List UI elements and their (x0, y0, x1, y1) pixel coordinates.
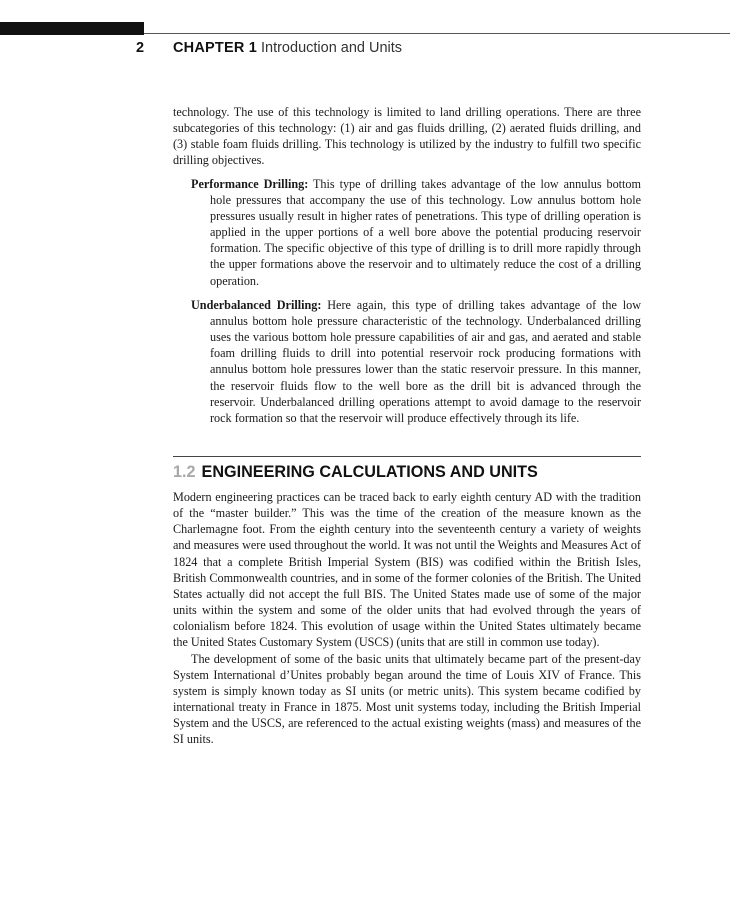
chapter-label: CHAPTER 1 (173, 40, 257, 56)
section-heading (173, 461, 641, 483)
page-body (173, 104, 641, 747)
chapter-title: Introduction and Units (260, 40, 403, 56)
definition-underbalanced-drilling (173, 297, 641, 426)
definition-term: Performance Drilling: (191, 176, 309, 191)
section-paragraph: The development of some of the basic units that ultimately became part of the present-day System International d’Unites probably began around the time of Louis XIV of France. This system is simply known today as SI units (or metric units). This system became codified by international treaty in France in 1875. Most unit systems today, including the British Imperial System and the USCS, are referenced to the actual existing weights (mass) and measures of the SI units. (173, 651, 641, 747)
definition-text: This type of drilling takes advantage of the low annulus bottom hole pressures that accompany the use of this technology. Low annulus bottom hole pressures usually result in higher rates of penetrations. This type of drilling operation is applied in the upper portions of a well bore above the potential producing reservoir formation. The specific objective of this type of drilling is to drill more rapidly through the upper formations above the reservoir and to ultimately reduce the cost of a drilling operation. (210, 176, 642, 288)
section-title: ENGINEERING CALCULATIONS AND UNITS (201, 462, 538, 481)
section-paragraph: Modern engineering practices can be traced back to early eighth century AD with the tradition of the “master builder.” This was the time of the creation of the measure known as the Charlemagne foot. From the eighth century into the seventeenth century a variety of weights and measures were used throughout the world. It was not until the Weights and Measures Act of 1824 that a complete British Imperial System (BIS) was codified within the British Isles, British Commonwealth countries, and in some of the former colonies of the British. The United States actually did not accept the full BIS. The United States made use of some of the major units within the system and some of the older units that had evolved through the years of colonialism before 1824. This evolution of usage within the United States ultimately became the United States Customary System (USCS) (units that are still in common use today). (173, 489, 641, 650)
intro-paragraph: technology. The use of this technology is limited to land drilling operations. There are three subcategories of this technology: (1) air and gas fluids drilling, (2) aerated fluids drilling, and (3) stable foam fluids drilling. This technology is utilized by the industry to fulfill two specific drilling objectives. (173, 105, 641, 168)
section-engineering-calculations (173, 456, 641, 748)
header-black-bar (0, 22, 144, 35)
definition-term: Underbalanced Drilling: (191, 297, 322, 312)
header-rule (144, 33, 730, 34)
running-header (136, 40, 402, 58)
section-number: 1.2 (173, 462, 196, 481)
definition-performance-drilling (173, 176, 641, 289)
page-number: 2 (136, 40, 145, 56)
definition-text: Here again, this type of drilling takes advantage of the low annulus bottom hole pressure characteristic of the technology. Underbalanced drilling uses the various bottom hole pressure capabilities of air and gas, and aerated and stable foam drilling fluids to drill into potential reservoir rock producing formations with annulus bottom hole pressures lower than the static reservoir pressure. In this manner, the reservoir fluids flow to the well bore as the drill bit is advanced through the reservoir. Underbalanced drilling operations attempt to avoid damage to the reservoir rock formation so that the reservoir will produce effectively through its life. (210, 297, 642, 425)
